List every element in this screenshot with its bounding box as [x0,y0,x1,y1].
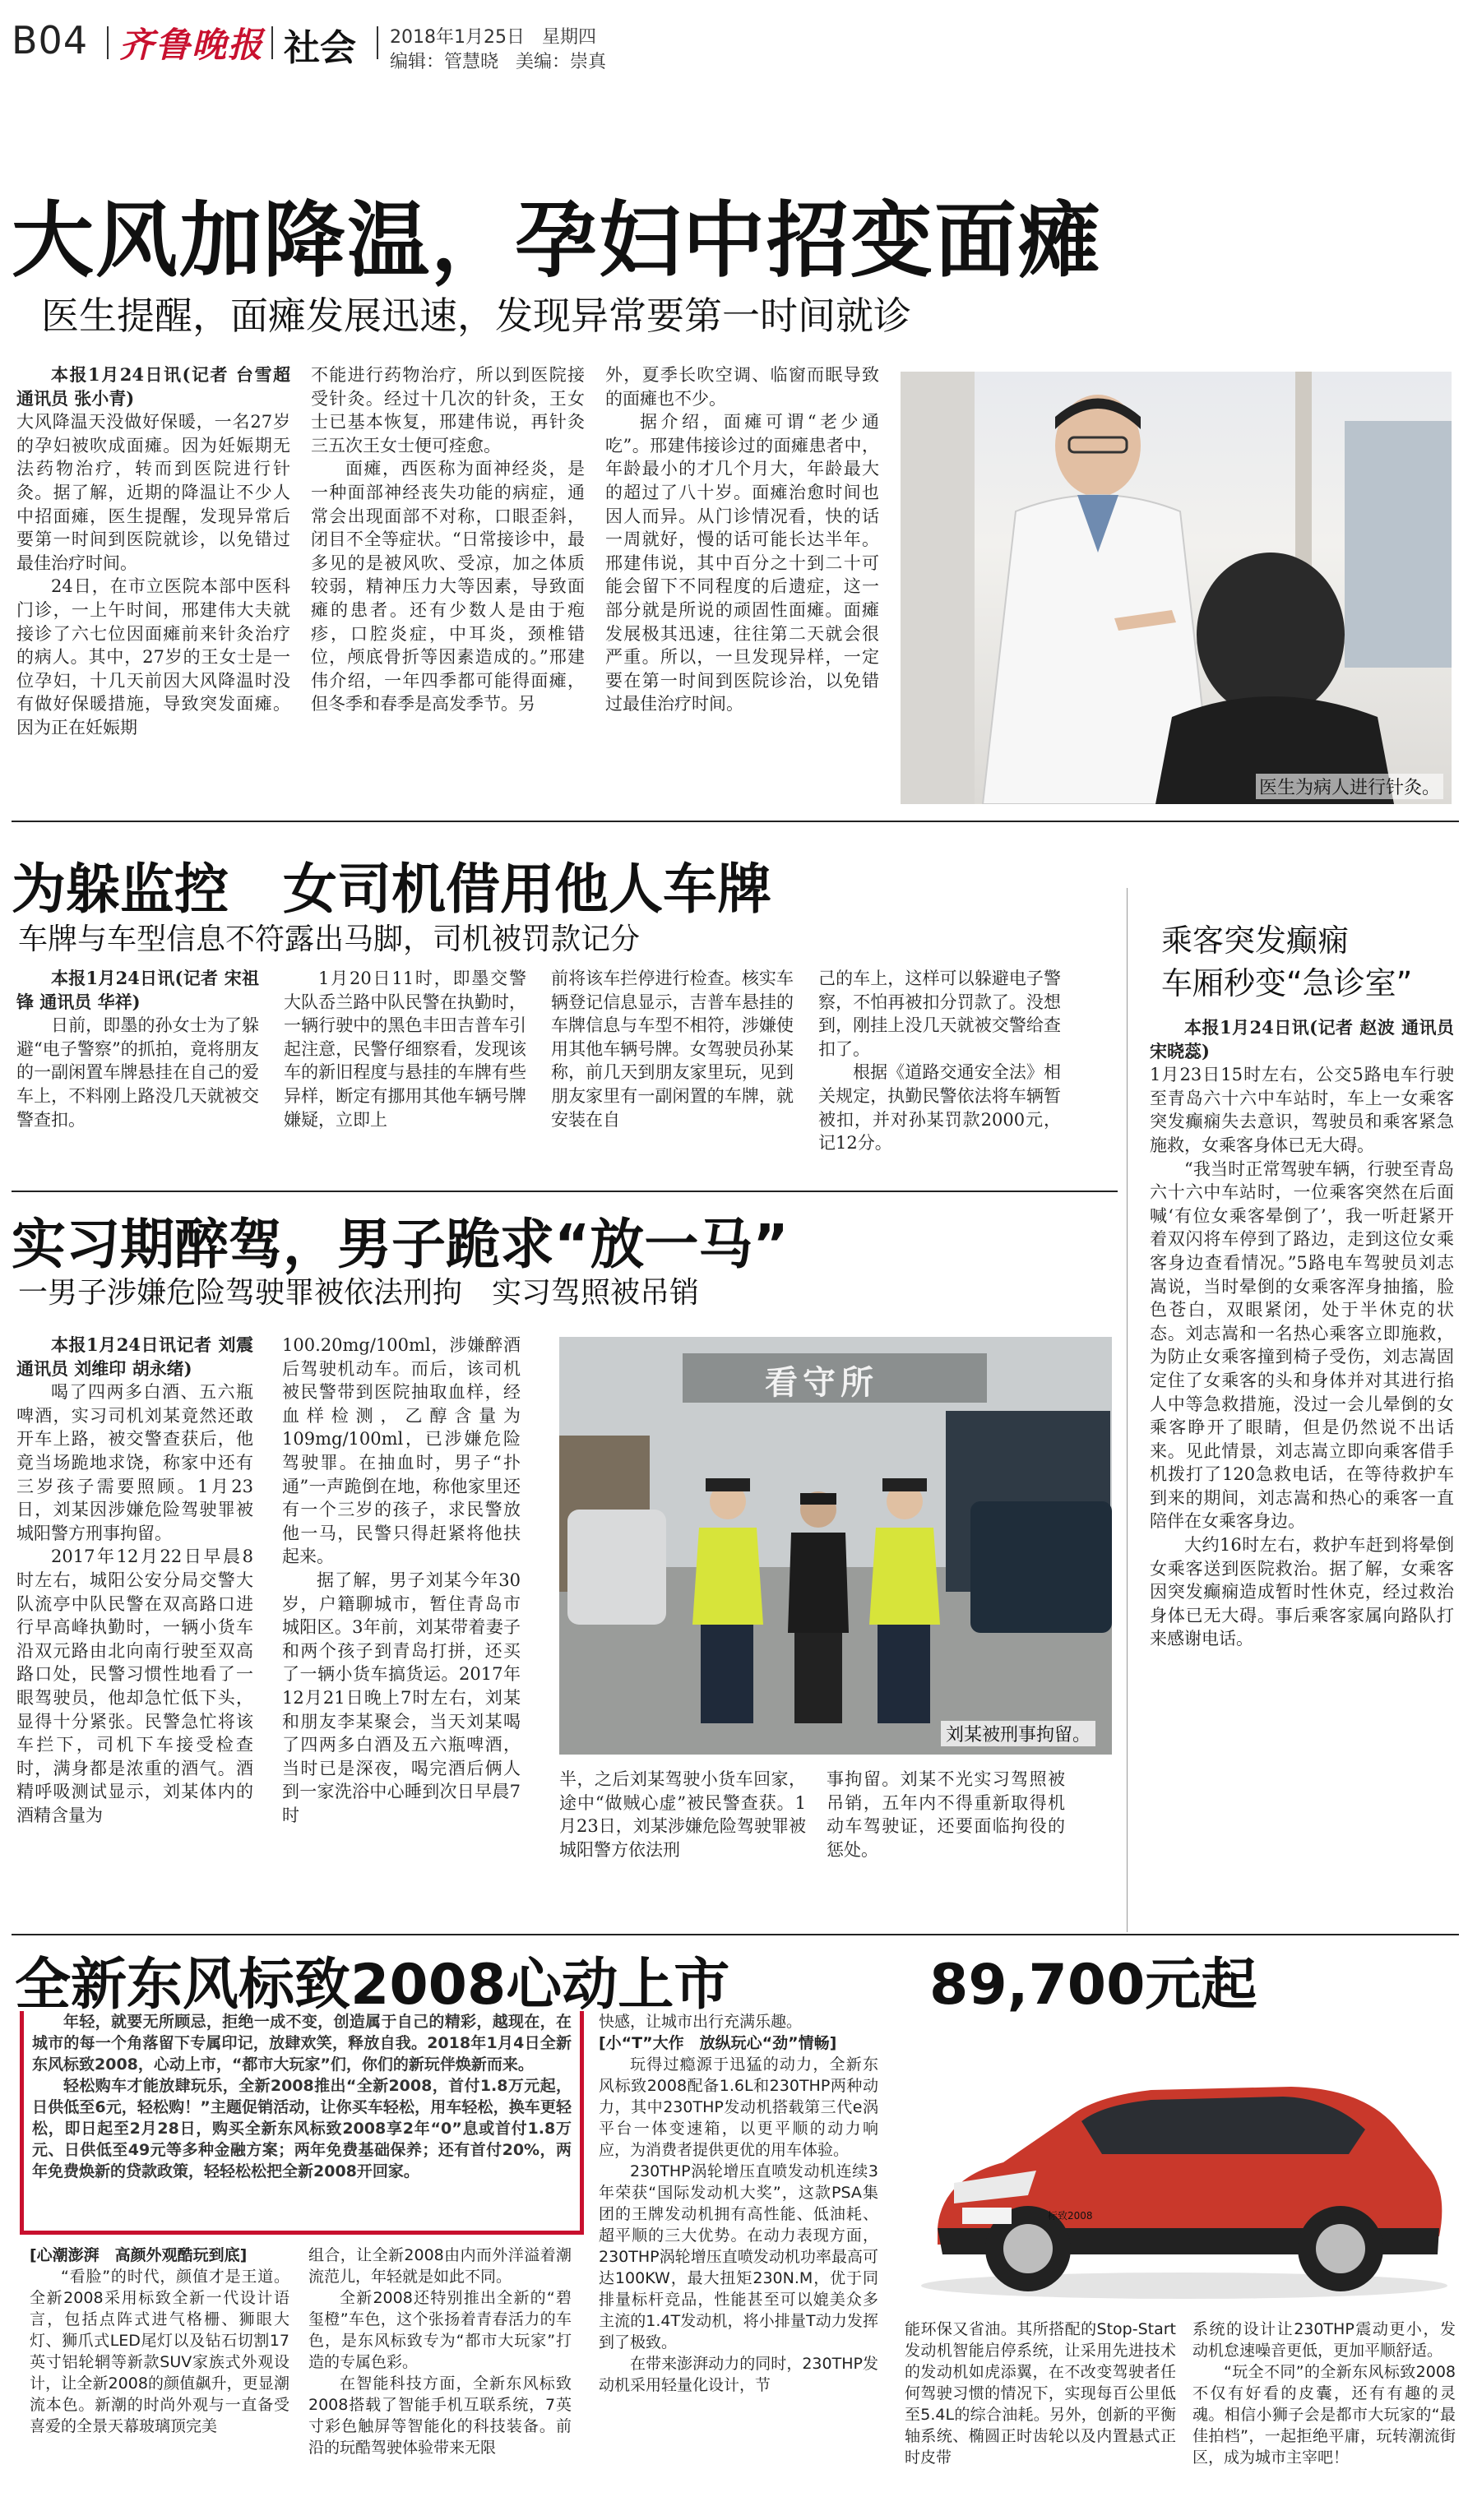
ad-price: 89,700元起 [929,1953,1257,2018]
story2-paragraph: 己的车上，这样可以躲避电子警察，不怕再被扣分罚款了。没想到，刚挂上没几天就被交警给查扣了。 [818,969,1061,1059]
story1-paragraph: 面瘫，西医称为面神经炎，是一种面部神经丧失功能的病症，通常会出现面部不对称，口眼歪斜，闭目不全等症状。“日常接诊中，最多见的是被风吹、受凉，加之体质较弱，精神压力大等因素，导致面瘫的患者。还有少数人是由于疱疹，口腔炎症，中耳炎，颈椎错位，颅底骨折等因素造成的。”邢建伟介绍，一年四季都可能得面瘫，但冬季和春季是高发季节。另 [311,459,585,714]
ad-paragraph: 全新2008还特别推出全新的“碧玺橙”车色，这个张扬着青春活力的车色，是东风标致专为“都市大玩家”打造的专属色彩。 [308,2289,572,2371]
ad-headline: 全新东风标致2008心动上市 [15,1953,730,2018]
story1-paragraph: 24日，在市立医院本部中医科门诊，一上午时间，邢建伟大夫就接诊了六七位因面瘫前来针灸治疗的病人。其中，27岁的王女士是一位孕妇，十几天前因大风降温时没有做好保暖措施，导致突发面瘫。因为正在妊娠期 [16,576,290,738]
story1-column-3 [605,363,879,807]
story4-paragraph: 据了解，男子刘某今年30岁，户籍聊城市，暂住青岛市城阳区。3年前，刘某带着妻子和两个孩子到青岛打拼，还买了一辆小货车搞货运。2017年12月21日晚上7时左右，刘某和朋友李某聚会，当天刘某喝了四两多白酒及五六瓶啤酒，当时已是深夜，喝完酒后俩人到一家洗浴中心睡到次日早晨7时 [282,1570,521,1825]
ad-paragraph: 能环保又省油。其所搭配的Stop-Start发动机智能启停系统，让采用先进技术的发动机如虎添翼，在不改变驾驶者任何驾驶习惯的情况下，实现每百公里低至5.4L的综合油耗。另外，创新的平衡轴系统、椭圆正时齿轮以及内置悬式正时皮带 [905,2320,1176,2467]
photo-detention [559,1337,1112,1755]
section-divider [12,1191,1118,1192]
story4-column-4 [827,1768,1065,1924]
photo-acupuncture [901,372,1452,804]
story3-paragraph: 大约16时左右，救护车赶到将晕倒女乘客送到医院救治。据了解，女乘客因突发癫痫造成暂时性休克，经过救治身体已无大碍。事后乘客家属向路队打来感谢电话。 [1150,1535,1454,1649]
editor-credits [390,48,606,73]
masthead-divider [271,26,273,59]
story2-paragraph: 1月20日11时，即墨交警大队岙兰路中队民警在执勤时，一辆行驶中的黑色丰田吉普车引起注意，民警仔细察看，发现该车的新旧程度与悬挂的车牌有些异样，断定有挪用其他车辆号牌嫌疑，立即上 [284,969,526,1130]
ad-column-4 [905,2319,1176,2512]
ad-paragraph: 在智能科技方面，全新东风标致2008搭载了智能手机互联系统，7英寸彩色触屏等智能化的科技装备。前沿的玩酷驾驶体验带来无限 [308,2374,572,2457]
subhead-facial-paralysis: 医生提醒，面瘫发展迅速，发现异常要第一时间就诊 [41,294,911,338]
story1-paragraph: 外，夏季长吹空调、临窗而眠导致的面瘫也不少。 [605,365,879,409]
issue-date [390,23,596,49]
story2-column-2 [284,967,526,1181]
ad-paragraph: 系统的设计让230THP震动更小，发动机怠速噪音更低，更加平顺舒适。 [1192,2320,1456,2360]
car-image [905,2039,1464,2302]
story1-column-2 [311,363,585,807]
story4-byline: 本报1月24日讯记者 刘震 通讯员 刘维印 胡永绪) [16,1334,253,1379]
headline-epilepsy: 乘客突发癫痫 车厢秒变“急诊室” [1161,922,1413,1001]
section-divider [12,1934,1459,1935]
ad-column-2 [308,2245,572,2512]
story4-paragraph: 2017年12月22日早晨8时左右，城阳公安分局交警大队流亭中队民警在双高路口进行早高峰执勤时，一辆小货车沿双元路由北向南行驶至双高路口处，民警习惯性地看了一眼驾驶员，他却急忙低下头，显得十分紧张。民警急忙将该车拦下，司机下车接受检查时，满身都是浓重的酒气。酒精呼吸测试显示，刘某体内的酒精含量为 [16,1547,253,1825]
headline-drunk-driving: 实习期醉驾，男子跪求“放一马” [12,1213,789,1276]
story4-paragraph: 100.20mg/100ml，涉嫌醉酒后驾驶机动车。而后，该司机被民警带到医院抽取血样，经血样检测，乙醇含量为109mg/100ml，已涉嫌危险驾驶罪。在抽血时，男子“扑通”一声跪倒在地，称他家里还有一个三岁的孩子，求民警放他一马，民警只得赶紧将他扶起来。 [282,1335,521,1567]
ad-section-title: [心潮澎湃 高颜外观酷玩到底] [30,2246,248,2264]
masthead-divider [377,26,378,59]
ad-section-title: [小“T”大作 放纵玩心“劲”情畅] [599,2034,837,2052]
weekday-text: 星期四 [541,27,596,48]
story4-paragraph: 半，之后刘某驾驶小货车回家，途中“做贼心虚”被民警查获。1月23日，刘某涉嫌危险驾驶罪被城阳警方依法刑 [559,1769,806,1860]
masthead [0,0,1468,74]
ad-column-5 [1192,2319,1456,2512]
ad-paragraph: 230THP涡轮增压直喷发动机连续3年荣获“国际发动机大奖”，这款PSA集团的王牌发动机拥有高性能、低油耗、超平顺的三大优势。在动力表现方面，230THP涡轮增压直喷发动机功率最高可达100KW，最大扭矩230N.M，优于同排量标杆竞品，性能甚至可以媲美众多主流的1.4T发动机，将小排量T动力发挥到了极致。 [599,2162,878,2351]
paper-logo: 齐鲁晚报 [119,25,265,65]
ad-paragraph: “玩全不同”的全新东风标致2008不仅有好看的皮囊，还有有趣的灵魂。相信小狮子会是都市大玩家的“最佳拍档”，一起拒绝平庸，玩转潮流街区，成为城市主宰吧！ [1192,2363,1456,2467]
story4-column-3 [559,1768,806,1924]
ad-column-1 [30,2245,289,2512]
ad-paragraph: 在带来澎湃动力的同时，230THP发动机采用轻量化设计，节 [599,2355,878,2394]
headline-license-plate: 为躲监控 女司机借用他人车牌 [12,858,771,921]
story4-paragraph: 事拘留。刘某不光实习驾照被吊销，五年内不得重新取得机动车驾驶证，还要面临拘役的惩处。 [827,1769,1065,1860]
designer-text: 美编：崇真 [516,52,607,72]
ad-paragraph: 年轻，就要无所顾忌，拒绝一成不变，创造属于自己的精彩，越现在，在城市的每一个角落留下专属印记，放肆欢笑，释放自我。2018年1月4日全新东风标致2008，心动上市，“都市大玩家”们，你们的新玩伴焕新而来。 [32,2013,572,2074]
ad-paragraph: 轻松购车才能放肆玩乐，全新2008推出“全新2008，首付1.8万元起，日供低至6元，轻松购！”主题促销活动，让你买车轻松，用车轻松，换车更轻松，即日起至2月28日，购买全新东风标致2008享2年“0”息或首付1.8万元、日供低至49元等多种金融方案；两年免费基础保养；还有首付20%，两年免费焕新的贷款政策，轻轻松松把全新2008开回家。 [32,2077,572,2180]
story1-paragraph: 大风降温天没做好保暖，一名27岁的孕妇被吹成面瘫。因为妊娠期无法药物治疗，转而到医院进行针灸。据了解，近期的降温让不少人中招面瘫，医生提醒，发现异常后要第一时间到医院就诊，以免错过最佳治疗时间。 [16,412,290,573]
masthead-divider [107,26,109,59]
story3-paragraph: “我当时正常驾驶车辆，行驶至青岛六十六中车站时，一位乘客突然在后面喊‘有位女乘客晕倒了’，我一听赶紧开着双闪将车停到了路边，走到这位女乘客身边查看情况。”5路电车驾驶员刘志嵩说，当时晕倒的女乘客浑身抽搐，脸色苍白，双眼紧闭，处于半休克的状态。刘志嵩和一名热心乘客立即施救，为防止女乘客撞到椅子受伤，刘志嵩固定住了女乘客的头和身体并对其进行掐人中等急救措施，没过一会儿晕倒的女乘客睁开了眼睛，但是仍然说不出话来。见此情景，刘志嵩立即向乘客借手机拨打了120急救电话，在等待救护车到来的期间，刘志嵩和热心的乘客一直陪伴在女乘客身边。 [1150,1158,1454,1532]
ad-column-3 [599,2011,878,2513]
date-text: 2018年1月25日 [390,27,525,48]
ad-paragraph: 快感，让城市出行充满乐趣。 [599,2013,803,2031]
story1-paragraph: 据介绍，面瘫可谓“老少通吃”。邢建伟接诊过的面瘫患者中，年龄最小的才几个月大，年龄最大的超过了八十岁。面瘫治愈时间也因人而异。从门诊情况看，快的话一周就好，慢的话可能长达半年。邢建伟说，其中百分之十到二十可能会留下不同程度的后遗症，这一部分就是所说的顽固性面瘫。面瘫发展极其迅速，往往第二天就会很严重。所以，一旦发现异样，一定要在第一时间到医院诊治，以免错过最佳治疗时间。 [605,412,879,714]
story4-column-1 [16,1334,253,1924]
car-illustration [905,2039,1464,2302]
story2-column-4 [818,967,1061,1181]
photo-acupuncture-illustration [901,372,1452,804]
photo-detention-caption: 刘某被刑事拘留。 [941,1721,1095,1746]
editor-text: 编辑：管慧晓 [390,52,499,72]
headline-facial-paralysis: 大风加降温，孕妇中招变面瘫 [12,192,1102,289]
subhead-license-plate: 车牌与车型信息不符露出马脚，司机被罚款记分 [18,922,641,956]
ad-paragraph: “看脸”的时代，颜值才是王道。全新2008采用标致全新一代设计语言，包括点阵式进气格栅、狮眼大灯、狮爪式LED尾灯以及钻石切割17英寸铝轮辋等新款SUV家族式外观设计，让全新2008的颜值飙升，更显潮流本色。新潮的时尚外观与一直备受喜爱的全景天幕玻璃顶完美 [30,2268,289,2435]
photo-acupuncture-caption: 医生为病人进行针灸。 [1256,774,1443,799]
ad-paragraph: 玩得过瘾源于迅猛的动力，全新东风标致2008配备1.6L和230THP两种动力，其中230THP发动机搭载第三代e涡平台一体变速箱，以更平顺的动力响应，为消费者提供更优的用车体验。 [599,2055,878,2159]
car-plate: 标致2008 [1048,2210,1093,2222]
story2-column-1 [16,967,259,1181]
story2-byline: 本报1月24日讯(记者 宋祖锋 通讯员 华祥) [16,968,259,1012]
story2-paragraph: 日前，即墨的孙女士为了躲避“电子警察”的抓拍，竟将朋友的一副闲置车牌悬挂在自己的爱车上，不料刚上路没几天就被交警查扣。 [16,1015,259,1130]
story4-column-2 [282,1334,521,1924]
story2-column-3 [551,967,794,1181]
story2-paragraph: 根据《道路交通安全法》相关规定，执勤民警依法将车辆暂被扣，并对孙某罚款2000元，记12分。 [818,1062,1061,1154]
story3-paragraph: 1月23日15时左右，公交5路电车行驶至青岛六十六中车站时，车上一女乘客突发癫痫失去意识，驾驶员和乘客紧急施救，女乘客身体已无大碍。 [1150,1065,1454,1155]
detention-sign: 看守所 [765,1364,878,1402]
story4-paragraph: 喝了四两多白酒、五六瓶啤酒，实习司机刘某竟然还敢开车上路，被交警查获后，他竟当场跪地求饶，称家中还有三岁孩子需要照顾。1月23日，刘某因涉嫌危险驾驶罪被城阳警方刑事拘留。 [16,1382,253,1543]
story1-paragraph: 不能进行药物治疗，所以到医院接受针灸。经过十几次的针灸，王女士已基本恢复，邢建伟说，再针灸三五次王女士便可痊愈。 [311,365,585,455]
section-name: 社会 [284,27,356,69]
ad-paragraph: 组合，让全新2008由内而外洋溢着潮流范儿，年轻就是如此不同。 [308,2246,572,2286]
section-divider [12,821,1459,822]
ad-intro-box [20,2011,584,2235]
sidebar-vertical-rule [1127,888,1128,1932]
story3-column [1150,1016,1454,1884]
ad-intro-text [32,2011,572,2226]
subhead-drunk-driving: 一男子涉嫌危险驾驶罪被依法刑拘 实习驾照被吊销 [18,1276,700,1310]
story3-byline: 本报1月24日讯(记者 赵波 通讯员 宋晓蕊) [1150,1017,1454,1061]
story2-paragraph: 前将该车拦停进行检查。核实车辆登记信息显示，吉普车悬挂的车牌信息与车型不相符，涉嫌使用其他车辆号牌。女驾驶员孙某称，前几天到朋友家里玩，见到朋友家里有一副闲置的车牌，就安装在自 [551,969,794,1130]
story1-byline: 本报1月24日讯(记者 台雪超 通讯员 张小青) [16,364,290,409]
page-number: B04 [12,18,89,62]
story1-column-1 [16,363,290,807]
